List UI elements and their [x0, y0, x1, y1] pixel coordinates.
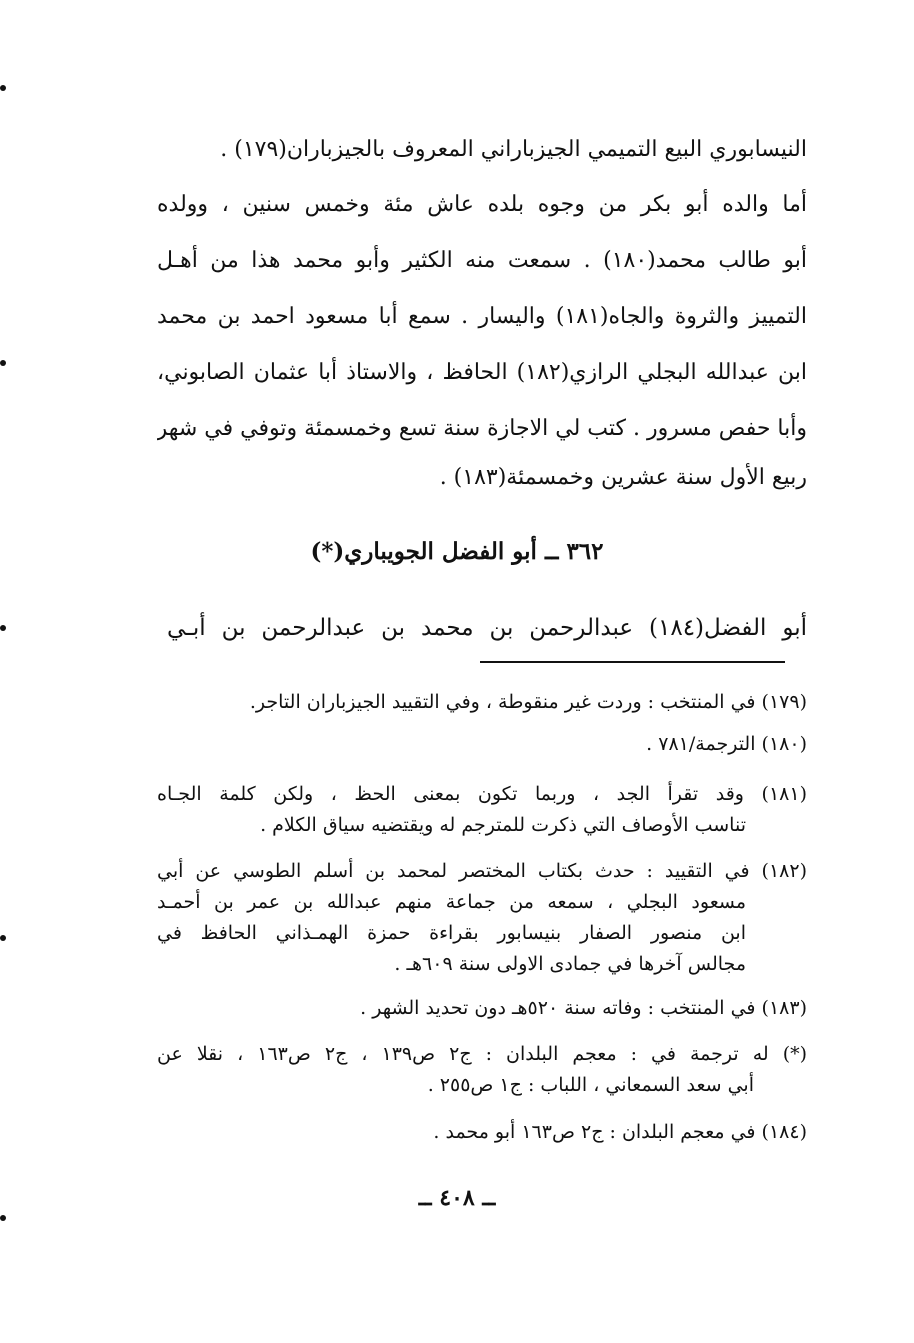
body-line: أبو طالب محمد(١٨٠) . سمعت منه الكثير وأبو محمد هذا من أهـل [157, 248, 807, 273]
footnote-183: (١٨٣) في المنتخب : وفاته سنة ٥٢٠هـ دون تحديد الشهر . [360, 997, 807, 1019]
footnote-star: (*) له ترجمة في : معجم البلدان : ج٢ ص١٣٩ ، ج٢ ص١٦٣ ، نقلا عن [157, 1043, 807, 1065]
body-line: ربيع الأول سنة عشرين وخمسمئة(١٨٣) . [439, 465, 807, 490]
margin-mark [0, 935, 6, 941]
footnote-180: (١٨٠) الترجمة/٧٨١ . [646, 733, 807, 755]
margin-mark [0, 625, 6, 631]
footnote-181: (١٨١) وقد تقرأ الجد ، وربما تكون بمعنى الحظ ، ولكن كلمة الجـاه [157, 783, 807, 805]
footnote-182-continuation: مجالس آخرها في جمادى الاولى سنة ٦٠٩هـ . [394, 953, 746, 975]
footnote-star-continuation: أبي سعد السمعاني ، اللباب : ج١ ص٢٥٥ . [427, 1074, 754, 1096]
footnote-182: (١٨٢) في التقييد : حدث بكتاب المختصر لمحمد بن أسلم الطوسي عن أبي [157, 860, 807, 882]
margin-mark [0, 360, 6, 366]
body-line: أما والده أبو بكر من وجوه بلده عاش مئة وخمس سنين ، وولده [157, 192, 807, 217]
footnote-184: (١٨٤) في معجم البلدان : ج٢ ص١٦٣ أبو محمد . [433, 1121, 807, 1143]
margin-mark [0, 1215, 6, 1221]
body-line: النيسابوري البيع التميمي الجيزباراني المعروف بالجيزباران(١٧٩) . [220, 137, 807, 162]
body-line: التمييز والثروة والجاه(١٨١) واليسار . سمع أبا مسعود احمد بن محمد [157, 304, 807, 329]
footnote-182-continuation: ابن منصور الصفار بنيسابور بقراءة حمزة الهمـذاني الحافظ في [157, 922, 746, 944]
footnote-179: (١٧٩) في المنتخب : وردت غير منقوطة ، وفي التقييد الجيزباران التاجر. [249, 691, 807, 713]
entry-first-line: أبو الفضل(١٨٤) عبدالرحمن بن محمد بن عبدالرحمن بن أبـي [167, 615, 807, 641]
footnote-182-continuation: مسعود البجلي ، سمعه من جماعة منهم عبدالله بن عمر بن أحمـد [157, 891, 746, 913]
footnote-divider [480, 661, 785, 663]
page-number: ــ ٤٠٨ ــ [418, 1185, 496, 1211]
footnote-181-continuation: تناسب الأوصاف التي ذكرت للمترجم له ويقتضيه سياق الكلام . [260, 814, 746, 836]
entry-heading: ٣٦٢ ــ أبو الفضل الجويباري(*) [310, 538, 604, 565]
body-line: ابن عبدالله البجلي الرازي(١٨٢) الحافظ ، والاستاذ أبا عثمان الصابوني، [157, 360, 807, 385]
margin-mark [0, 85, 6, 91]
body-line: وأبا حفص مسرور . كتب لي الاجازة سنة تسع وخمسمئة وتوفي في شهر [157, 416, 807, 441]
